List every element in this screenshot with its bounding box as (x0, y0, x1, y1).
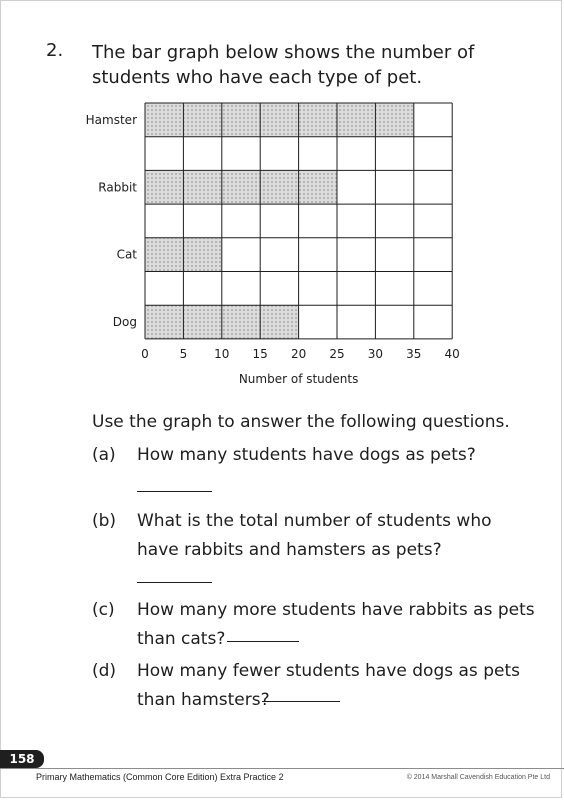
answer-blank-a[interactable] (137, 491, 212, 492)
bar-rabbit (145, 170, 337, 204)
footer-copyright: © 2014 Marshall Cavendish Education Pte Ltd (406, 774, 550, 781)
category-label-hamster: Hamster (85, 112, 137, 127)
footer-divider (0, 768, 564, 769)
x-tick-label: 0 (141, 346, 149, 361)
x-tick-label: 20 (290, 346, 307, 361)
x-axis-title: Number of students (238, 371, 359, 386)
question-number: 2. (46, 40, 64, 61)
category-label-dog: Dog (112, 315, 137, 330)
subquestion-a-text: How many students have dogs as pets? (137, 445, 476, 465)
x-tick-label: 15 (252, 346, 268, 361)
category-label-rabbit: Rabbit (98, 180, 137, 195)
x-tick-label: 25 (329, 346, 345, 361)
grid-layer (145, 103, 452, 339)
subquestion-c-label: (c) (92, 600, 115, 620)
subquestion-b-label: (b) (92, 511, 117, 531)
x-tick-label: 35 (406, 346, 422, 361)
x-tick-label: 30 (367, 346, 384, 361)
bars-layer (145, 103, 414, 339)
bar-hamster (145, 103, 414, 137)
question-intro: The bar graph below shows the number of students who have each type of pet. (92, 42, 475, 88)
x-tick-label: 5 (179, 346, 188, 361)
answer-blank-c[interactable] (227, 641, 299, 642)
page-number: 158 (0, 750, 44, 768)
x-tick-label: 10 (214, 346, 230, 361)
answer-blank-d[interactable] (262, 701, 340, 702)
subquestion-a-label: (a) (92, 445, 116, 465)
bar-graph (70, 96, 470, 391)
subquestion-d-text: How many fewer students have dogs as pets than hamsters? (137, 661, 520, 710)
subquestion-c-text: How many more students have rabbits as pets than cats? (137, 600, 535, 649)
labels-layer (86, 113, 460, 386)
footer-book-title: Primary Mathematics (Common Core Edition) Extra Practice 2 (36, 772, 284, 782)
subquestion-b-text: What is the total number of students who have rabbits and hamsters as pets? (137, 511, 492, 560)
instructions: Use the graph to answer the following questions. (92, 412, 510, 432)
x-tick-label: 40 (444, 346, 460, 361)
category-label-cat: Cat (116, 247, 137, 262)
answer-blank-b[interactable] (137, 582, 212, 583)
subquestion-d-label: (d) (92, 661, 117, 681)
